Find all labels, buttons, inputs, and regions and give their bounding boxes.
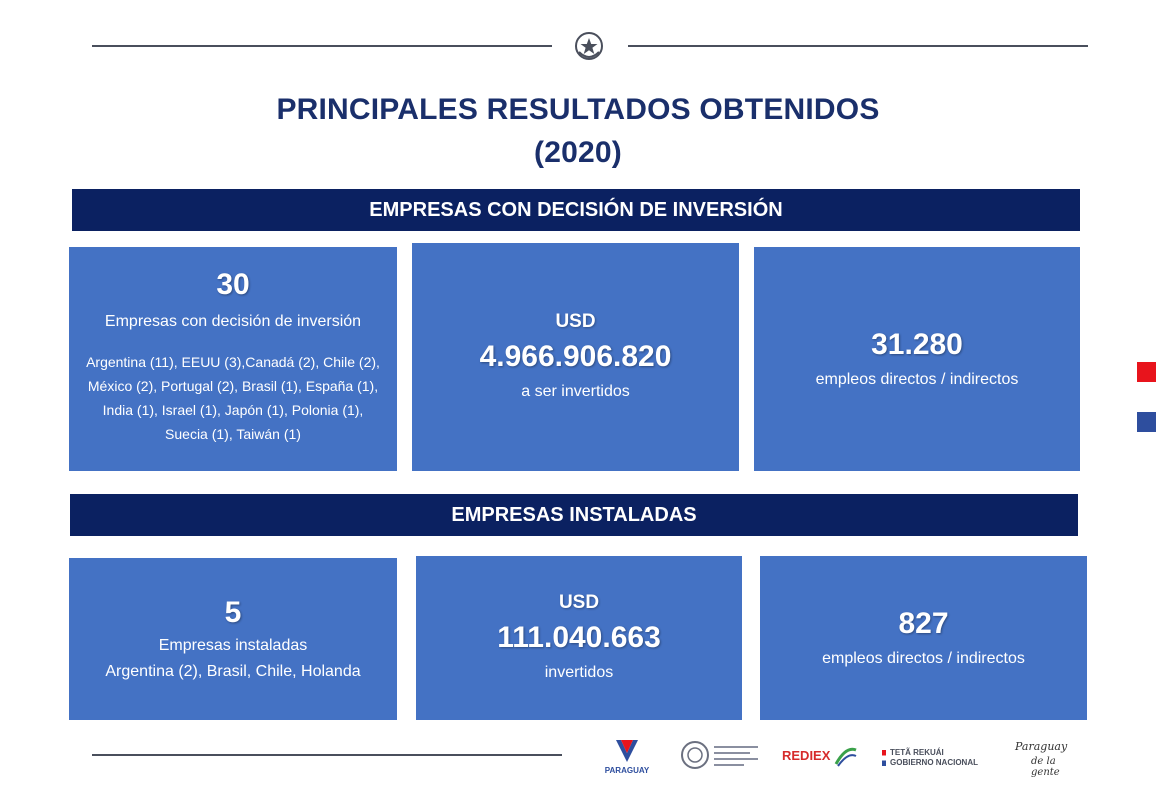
star-seal-icon xyxy=(571,28,607,64)
decision-investment-currency: USD xyxy=(555,310,596,332)
installed-companies-label: Empresas instaladas xyxy=(158,636,308,654)
installed-companies-countries: Argentina (2), Brasil, Chile, Holanda xyxy=(105,663,361,680)
gobierno-nacional-logo xyxy=(882,748,994,770)
rediex-logo-text: REDIEX xyxy=(782,748,831,763)
installed-investment-amount: 111.040.663 xyxy=(497,620,661,654)
card-installed-investment xyxy=(416,556,742,720)
decision-investment-label: a ser invertidos xyxy=(521,382,630,400)
card-decision-jobs xyxy=(754,247,1080,471)
decision-jobs-count: 31.280 xyxy=(871,327,963,361)
bottom-rule xyxy=(92,754,562,756)
gobierno-flag-bar xyxy=(882,750,886,766)
installed-investment-label: invertidos xyxy=(544,663,614,681)
installed-jobs-label: empleos directos / indirectos xyxy=(822,649,1025,667)
decision-companies-label: Empresas con decisión de inversión xyxy=(104,313,362,330)
flag-blue-fragment xyxy=(1137,412,1156,432)
ministry-seal xyxy=(680,740,760,772)
decision-investment-amount: 4.966.906.820 xyxy=(479,339,672,373)
card-installed-jobs xyxy=(760,556,1087,720)
top-rule-right xyxy=(628,45,1088,47)
paraguay-logo-text: PARAGUAY xyxy=(604,766,650,775)
installed-companies-count: 5 xyxy=(224,595,242,629)
paraguay-logo xyxy=(603,738,651,778)
installed-investment-currency: USD xyxy=(558,591,600,613)
ministry-text-lines xyxy=(714,746,758,766)
decision-jobs-label: empleos directos / indirectos xyxy=(815,370,1019,388)
card-installed-companies xyxy=(69,558,397,720)
installed-jobs-count: 827 xyxy=(898,606,949,640)
page-title: PRINCIPALES RESULTADOS OBTENIDOS xyxy=(276,93,880,126)
top-rule-left xyxy=(92,45,552,47)
band-decision: EMPRESAS CON DECISIÓN DE INVERSIÓN xyxy=(72,189,1080,231)
page-subtitle-year: (2020) xyxy=(534,136,622,169)
card-decision-investment xyxy=(412,243,739,471)
slogan-logo xyxy=(1015,738,1085,778)
slogan-line1: Paraguay xyxy=(1015,740,1068,753)
decision-companies-countries: Argentina (11), EEUU (3),Canadá (2), Chile (2), México (2), Portugal (2), Brasil (1), España (1), India (1), Israel (1), Japón (1), Polonia (1), Suecia (1), Taiwán (1) xyxy=(86,354,380,442)
decision-companies-count: 30 xyxy=(216,268,250,301)
gobierno-line2: GOBIERNO NACIONAL xyxy=(890,758,978,767)
card-decision-companies xyxy=(69,247,397,471)
band-installed: EMPRESAS INSTALADAS xyxy=(70,494,1078,536)
government-seal-icon xyxy=(680,740,710,770)
paraguay-mark-icon xyxy=(612,738,642,764)
rediex-logo xyxy=(782,744,860,770)
rediex-swoosh-icon xyxy=(834,744,858,768)
gobierno-line1: TETÃ REKUÁI xyxy=(890,748,944,757)
slogan-line2: de la gente xyxy=(1031,756,1060,778)
flag-red-fragment xyxy=(1137,362,1156,382)
